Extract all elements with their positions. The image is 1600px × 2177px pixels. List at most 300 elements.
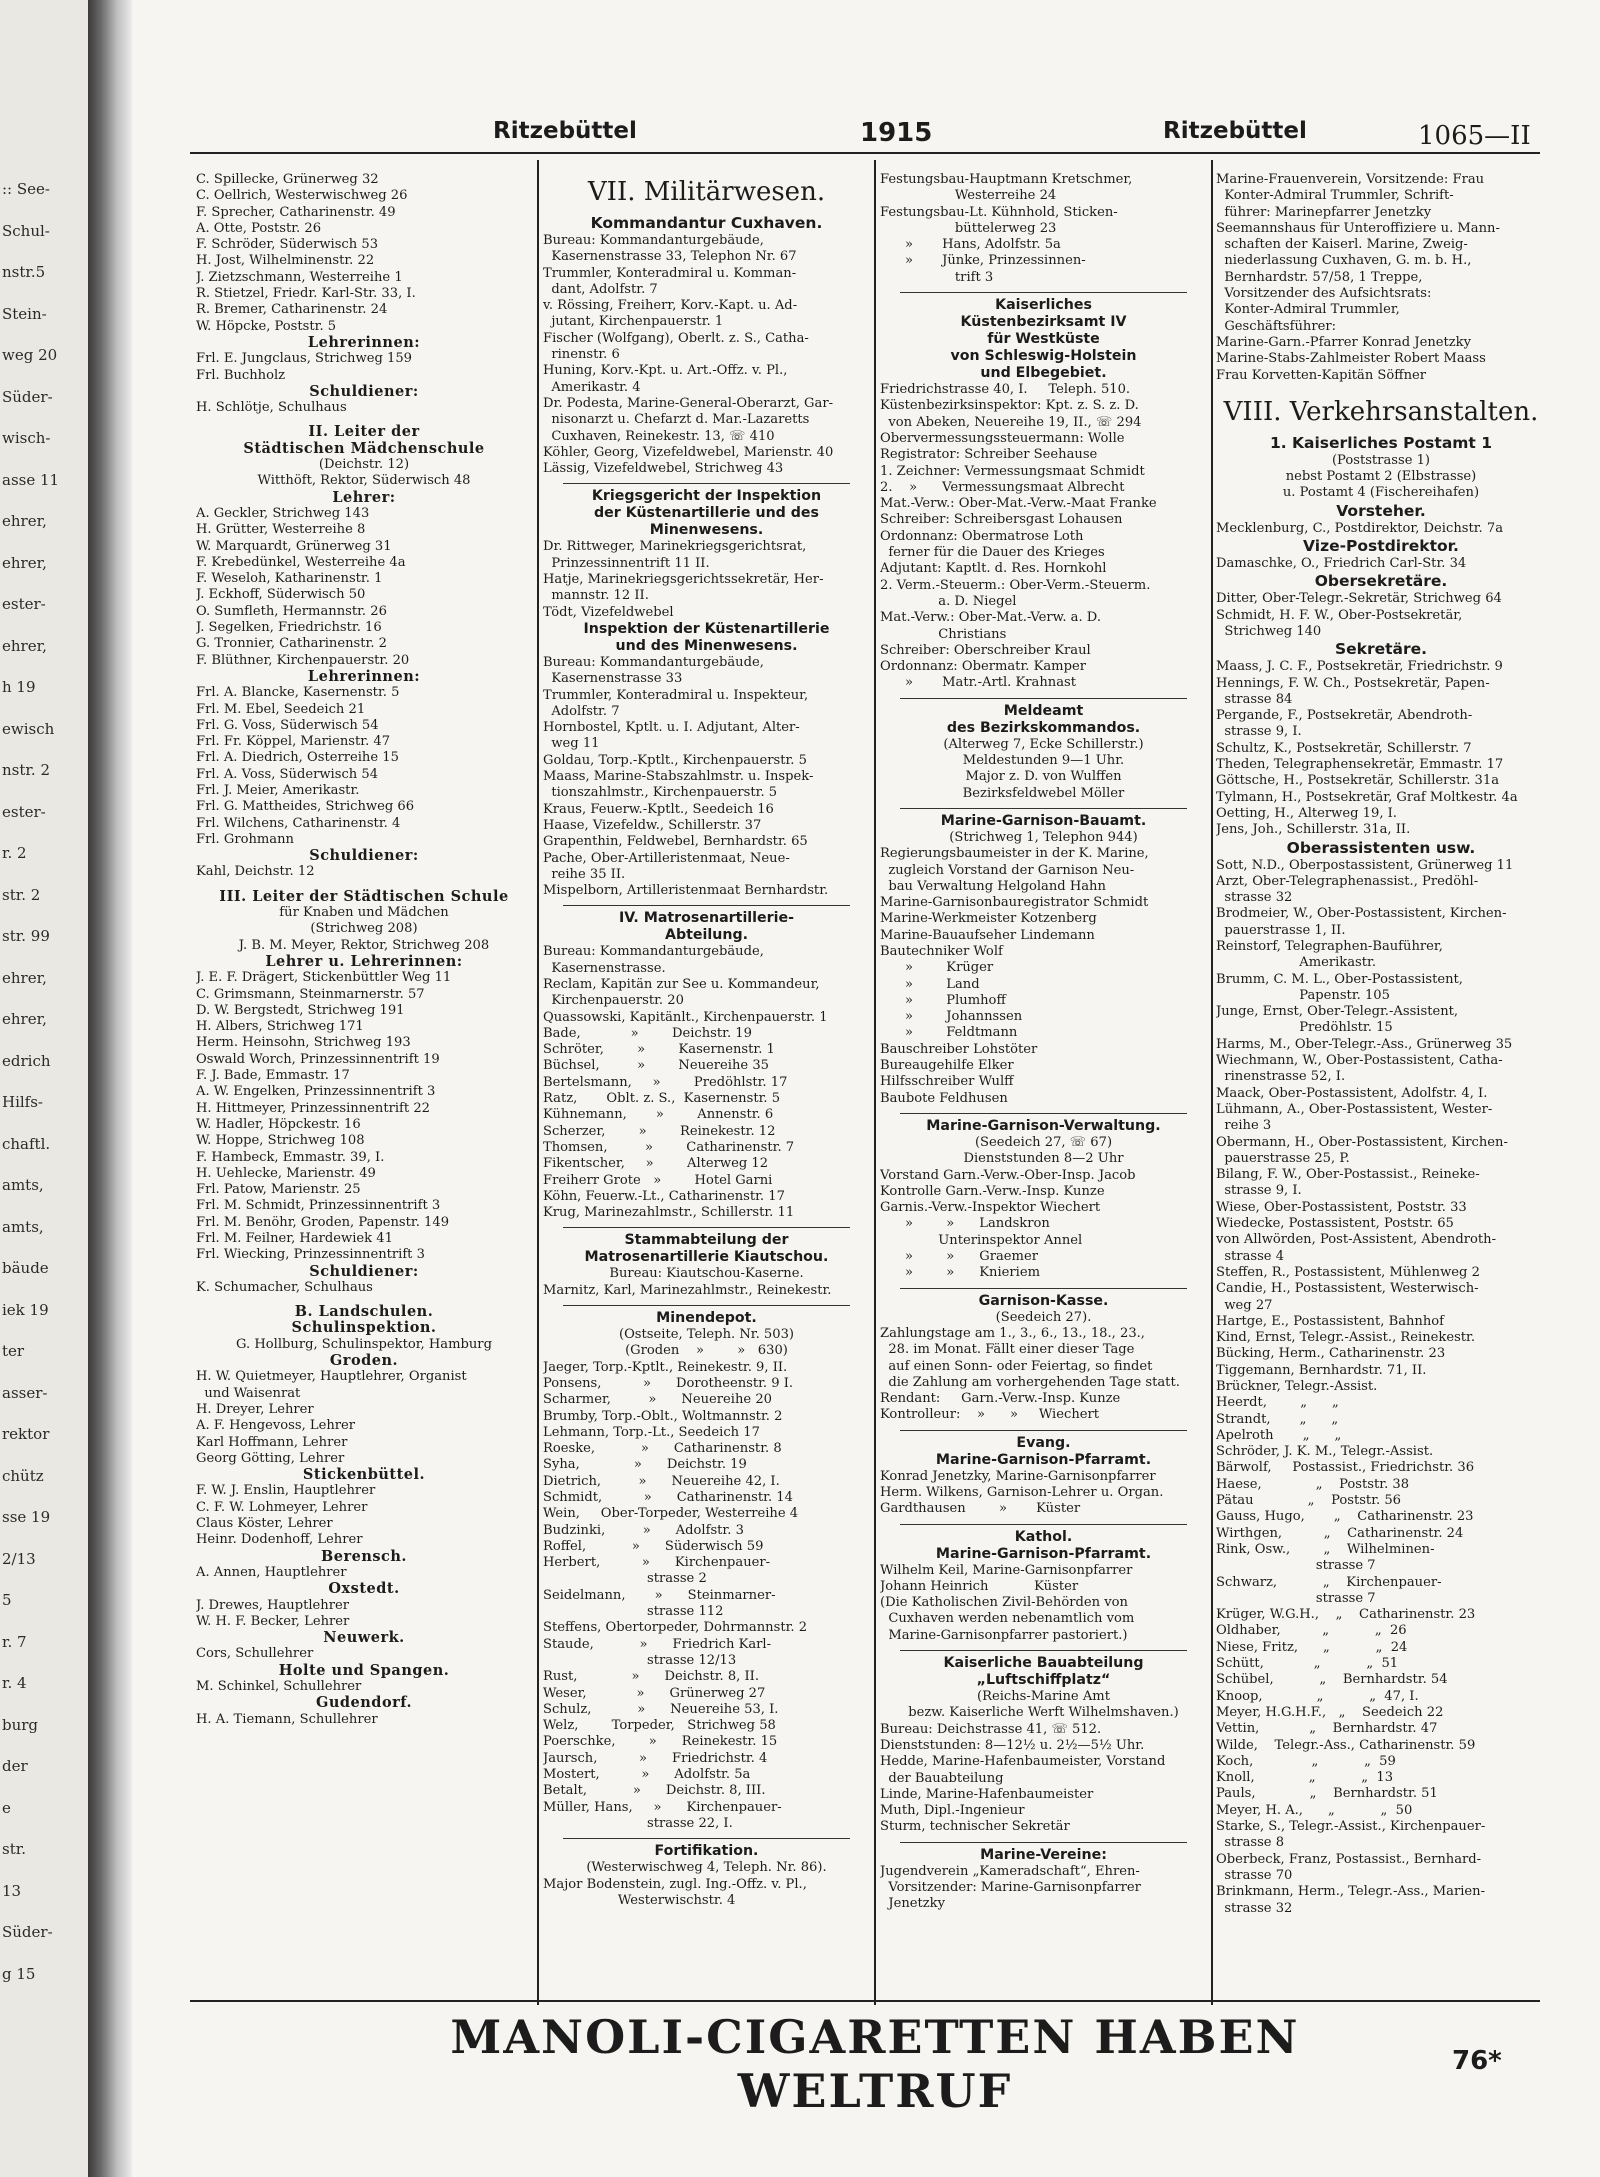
entry-line: strasse 12/13 <box>543 1652 737 1668</box>
entry-line: Göttsche, H., Postsekretär, Schillerstr. 31a <box>1216 773 1499 789</box>
entry-line: Regierungsbaumeister in der K. Marine, <box>880 846 1149 862</box>
section-heading: Marine-Garnison-Pfarramt. <box>935 1545 1152 1562</box>
entry-line: Konter-Admiral Trummler, Schrift- <box>1216 188 1454 204</box>
entry-line: Haase, Vizefeldw., Schillerstr. 37 <box>543 817 762 833</box>
entry-line: strasse 8 <box>1216 1835 1285 1851</box>
entry-line: Ordonnanz: Obermatr. Kamper <box>880 659 1086 675</box>
entry-line: Poerschke, » Reinekestr. 15 <box>543 1734 778 1750</box>
section-heading: Marine-Vereine: <box>980 1846 1107 1863</box>
column-divider-3 <box>1211 160 1213 2005</box>
entry-line: Frl. Buchholz <box>196 367 286 383</box>
entry-line: (Die Katholischen Zivil-Behörden von <box>880 1595 1128 1611</box>
entry-line: Hilfsschreiber Wulff <box>880 1074 1014 1090</box>
entry-line: Apelroth „ „ <box>1216 1427 1342 1443</box>
entry-line: F. Krebedünkel, Westerreihe 4a <box>196 554 406 570</box>
entry-line: D. W. Bergstedt, Strichweg 191 <box>196 1002 405 1018</box>
entry-line: Bautechniker Wolf <box>880 943 1003 959</box>
entry-line: strasse 7 <box>1216 1558 1376 1574</box>
entry-line: » » Knieriem <box>880 1265 1041 1281</box>
entry-line: Marine-Stabs-Zahlmeister Robert Maass <box>1216 351 1486 367</box>
entry-line: Bernhardstr. 57/58, 1 Treppe, <box>1216 269 1423 285</box>
entry-line: Herm. Heinsohn, Strichweg 193 <box>196 1035 411 1051</box>
chapter-title: VIII. Verkehrsanstalten. <box>1223 396 1539 427</box>
previous-page-fragment: g 15 <box>2 1964 36 1983</box>
column-1 <box>196 172 532 1728</box>
entry-line: » Johannssen <box>880 1009 1023 1025</box>
entry-line: strasse 2 <box>543 1571 707 1587</box>
section-heading: Kriegsgericht der Inspektion <box>591 488 822 505</box>
entry-line: Frl. A. Diedrich, Osterreihe 15 <box>196 750 399 766</box>
entry-line: Kahl, Deichstr. 12 <box>196 864 315 880</box>
spacer <box>1216 384 1546 392</box>
entry-line: Schreiber: Schreibersgast Lohausen <box>880 512 1123 528</box>
entry-line: reihe 35 II. <box>543 866 626 882</box>
entry-line: Wirthgen, „ Catharinenstr. 24 <box>1216 1525 1464 1541</box>
entry-line: Frl. M. Feilner, Hardewiek 41 <box>196 1231 393 1246</box>
entry-line: Pache, Ober-Artilleristenmaat, Neue- <box>543 850 790 866</box>
entry-line: Marnitz, Karl, Marinezahlmstr., Reinekestr. <box>543 1282 832 1298</box>
entry-line: Friedrichstrasse 40, I. Teleph. 510. <box>880 382 1131 398</box>
entry-line: » Matr.-Artl. Krahnast <box>880 675 1076 691</box>
entry-line: bau Verwaltung Helgoland Hahn <box>880 878 1106 894</box>
entry-line: Frl. Wilchens, Catharinenstr. 4 <box>196 815 401 831</box>
entry-line: pauerstrasse 1, II. <box>1216 922 1346 938</box>
entry-line: H. Schlötje, Schulhaus <box>196 400 347 416</box>
entry-line: mannstr. 12 II. <box>543 588 649 604</box>
entry-line: Lässig, Vizefeldwebel, Strichweg 43 <box>543 461 784 477</box>
previous-page-fragment: ewisch <box>2 719 55 738</box>
entry-line: Arzt, Ober-Telegraphenassist., Predöhl- <box>1216 873 1479 889</box>
book-binding <box>88 0 132 2177</box>
entry-line: Claus Köster, Lehrer <box>196 1516 333 1532</box>
entry-line: F. Sprecher, Catharinenstr. 49 <box>196 204 396 220</box>
column-divider-1 <box>537 160 539 2005</box>
entry-line: Vorsitzender des Aufsichtsrats: <box>1216 286 1432 302</box>
entry-line: strasse 22, I. <box>543 1815 733 1831</box>
entry-line: A. W. Engelken, Prinzessinnentrift 3 <box>196 1084 436 1100</box>
entry-line: Ordonnanz: Obermatrose Loth <box>880 528 1084 544</box>
entry-line: Syha, » Deichstr. 19 <box>543 1457 747 1473</box>
entry-line: Schröter, » Kasernenstr. 1 <box>543 1042 775 1058</box>
entry-line: 2. » Vermessungsmaat Albrecht <box>880 479 1125 495</box>
entry-line: A. Geckler, Strichweg 143 <box>196 505 370 521</box>
entry-line: Herm. Wilkens, Garnison-Lehrer u. Organ. <box>880 1485 1164 1500</box>
entry-line: Prinzessinnentrift 11 II. <box>543 555 710 571</box>
entry-line: Unterinspektor Annel <box>880 1232 1083 1248</box>
entry-line: Krüger, W.G.H., „ Catharinenstr. 23 <box>1216 1607 1476 1623</box>
entry-line: Niese, Fritz, „ „ 24 <box>1216 1639 1408 1655</box>
entry-line: Brodmeier, W., Ober-Postassistent, Kirchen- <box>1216 906 1507 922</box>
entry-line: Pätau „ Poststr. 56 <box>1216 1493 1401 1509</box>
entry-line: Frl. M. Benöhr, Groden, Papenstr. 149 <box>196 1214 450 1230</box>
entry-line: Quassowski, Kapitänlt., Kirchenpauerstr. 1 <box>543 1009 828 1025</box>
entry-line: Frl. A. Voss, Süderwisch 54 <box>196 766 379 782</box>
entry-line: Bauschreiber Lohstöter <box>880 1041 1038 1057</box>
entry-line: H. Jost, Wilhelminenstr. 22 <box>196 253 375 269</box>
entry-line: R. Stietzel, Friedr. Karl-Str. 33, I. <box>196 286 416 302</box>
entry-line: 28. im Monat. Fällt einer dieser Tage <box>880 1342 1135 1358</box>
entry-line: Obermann, H., Ober-Postassistent, Kirchen- <box>1216 1134 1508 1150</box>
entry-line: nisonarzt u. Chefarzt d. Mar.-Lazaretts <box>543 412 810 428</box>
section-heading: Kaiserliches <box>995 297 1092 314</box>
entry-line: F. Schröder, Süderwisch 53 <box>196 237 379 253</box>
entry-line: Damaschke, O., Friedrich Carl-Str. 34 <box>1216 556 1467 572</box>
entry-line: Christians <box>880 626 1007 642</box>
entry-line: H. Dreyer, Lehrer <box>196 1401 314 1417</box>
entry-line: Junge, Ernst, Ober-Telegr.-Assistent, <box>1216 1004 1459 1020</box>
entry-line: Amerikastr. <box>1216 955 1377 971</box>
entry-line: H. A. Tiemann, Schullehrer <box>196 1711 378 1727</box>
entry-line: Scherzer, » Reinekestr. 12 <box>543 1123 776 1139</box>
centered-line: für Knaben und Mädchen <box>279 905 449 921</box>
previous-page-fragment: asse 11 <box>2 470 60 489</box>
entry-line: W. Hoppe, Strichweg 108 <box>196 1133 365 1149</box>
previous-page-fragment: weg 20 <box>2 346 58 364</box>
entry-line: H. W. Quietmeyer, Hauptlehrer, Organist <box>196 1369 467 1385</box>
entry-line: Müller, Hans, » Kirchenpauer- <box>543 1799 782 1815</box>
entry-line: Koch, „ „ 59 <box>1216 1753 1396 1769</box>
previous-page-fragment: r. 4 <box>2 1674 27 1692</box>
entry-line: Jaeger, Torp.-Kptlt., Reinekestr. 9, II. <box>543 1359 788 1375</box>
entry-line: Bücking, Herm., Catharinenstr. 23 <box>1216 1346 1446 1362</box>
subheading: Neuwerk. <box>323 1629 405 1647</box>
entry-line: Schröder, J. K. M., Telegr.-Assist. <box>1216 1444 1434 1460</box>
entry-line: Starke, S., Telegr.-Assist., Kirchenpauer- <box>1216 1819 1486 1835</box>
page-number: 1065—II <box>1418 121 1531 151</box>
bold-heading: Kommandantur Cuxhaven. <box>590 214 823 232</box>
entry-line: Mecklenburg, C., Postdirektor, Deichstr. 7a <box>1216 520 1504 536</box>
entry-line: strasse 112 <box>543 1604 724 1620</box>
section-heading: für Westküste <box>987 331 1100 348</box>
entry-line: Dienststunden: 8—12½ u. 2½—5½ Uhr. <box>880 1737 1145 1753</box>
previous-page-fragment: amts, <box>2 1176 44 1194</box>
entry-line: Frl. Wiecking, Prinzessinnentrift 3 <box>196 1247 425 1263</box>
subheading: Lehrerinnen: <box>307 333 421 351</box>
entry-line: » Krüger <box>880 960 994 976</box>
divider <box>900 1842 1187 1843</box>
centered-line: (Strichweg 208) <box>310 921 418 937</box>
entry-line: Schulz, » Neuereihe 53, I. <box>543 1701 779 1717</box>
centered-line: Major z. D. von Wulffen <box>965 769 1122 785</box>
entry-line: Baubote Feldhusen <box>880 1090 1008 1106</box>
column-3 <box>880 172 1207 1913</box>
section-heading: Meldeamt <box>1003 702 1084 719</box>
centered-line: Bezirksfeldwebel Möller <box>962 785 1125 801</box>
entry-line: rinenstrasse 52, I. <box>1216 1069 1346 1085</box>
subheading: Lehrer u. Lehrerinnen: <box>265 952 463 970</box>
previous-page-fragment: Süder- <box>2 1923 53 1941</box>
previous-page-fragment: chaftl. <box>2 1134 51 1153</box>
subheading: Schuldiener: <box>309 382 419 400</box>
entry-line: Köhler, Georg, Vizefeldwebel, Marienstr. 40 <box>543 444 834 460</box>
centered-line: (Alterweg 7, Ecke Schillerstr.) <box>943 736 1144 752</box>
entry-line: Kasernenstrasse 33 <box>543 671 683 687</box>
entry-line: Brumm, C. M. L., Ober-Postassistent, <box>1216 971 1463 987</box>
entry-line: Brückner, Telegr.-Assist. <box>1216 1379 1378 1394</box>
centered-line: (Ostseite, Teleph. Nr. 503) <box>618 1327 795 1343</box>
previous-page-fragment: ehrer, <box>2 636 47 655</box>
centered-line: nebst Postamt 2 (Elbstrasse) <box>1285 469 1477 485</box>
previous-page-fragment: r. 7 <box>2 1632 27 1651</box>
entry-line: Jens, Joh., Schillerstr. 31a, II. <box>1216 822 1411 838</box>
entry-line: W. Höpcke, Poststr. 5 <box>196 318 337 334</box>
section-heading: Kaiserliche Bauabteilung <box>943 1655 1144 1672</box>
entry-line: Marine-Bauaufseher Lindemann <box>880 927 1095 943</box>
entry-line: Marine-Werkmeister Kotzenberg <box>880 911 1097 927</box>
centered-line: Bureau: Kiautschou-Kaserne. <box>609 1266 804 1282</box>
entry-line: Cuxhaven, Reinekestr. 13, ☏ 410 <box>543 428 775 444</box>
entry-line: Maass, J. C. F., Postsekretär, Friedrichstr. 9 <box>1216 659 1503 675</box>
entry-line: Heinr. Dodenhoff, Lehrer <box>196 1532 363 1548</box>
column-4 <box>1216 172 1546 1917</box>
entry-line: Rust, » Deichstr. 8, II. <box>543 1669 760 1685</box>
entry-line: weg 27 <box>1216 1297 1273 1313</box>
entry-line: Konrad Jenetzky, Marine-Garnisonpfarrer <box>880 1468 1156 1484</box>
sheet-number: 76* <box>1452 2046 1502 2076</box>
previous-page-fragment: :: See- <box>2 180 50 198</box>
entry-line: Hartge, E., Postassistent, Bahnhof <box>1216 1313 1445 1329</box>
entry-line: Meyer, H.G.H.F., „ Seedeich 22 <box>1216 1704 1444 1720</box>
divider <box>900 808 1187 809</box>
entry-line: die Zahlung am vorhergehenden Tage statt. <box>880 1374 1180 1390</box>
entry-line: Lehmann, Torp.-Lt., Seedeich 17 <box>543 1424 760 1440</box>
bold-heading: Obersekretäre. <box>1314 572 1448 591</box>
subheading: Schulinspektion. <box>291 1319 437 1337</box>
section-heading: Kathol. <box>1014 1528 1073 1545</box>
entry-line: Welz, Torpeder, Strichweg 58 <box>543 1718 776 1734</box>
entry-line: Frl. A. Blancke, Kasernenstr. 5 <box>196 685 400 701</box>
section-heading: Garnison-Kasse. <box>978 1292 1109 1309</box>
subheading: Lehrer: <box>332 488 396 506</box>
previous-page-fragment: r. 2 <box>2 844 27 862</box>
section-heading: der Küstenartillerie und des <box>593 505 819 522</box>
entry-line: Brumby, Torp.-Oblt., Woltmannstr. 2 <box>543 1408 783 1424</box>
entry-line: Westerreihe 24 <box>880 188 1057 204</box>
previous-page-fragment: nstr.5 <box>2 263 46 281</box>
entry-line: Betalt, » Deichstr. 8, III. <box>543 1783 766 1799</box>
entry-line: Marine-Garn.-Pfarrer Konrad Jenetzky <box>1216 334 1471 350</box>
entry-line: W. H. F. Becker, Lehrer <box>196 1613 350 1629</box>
entry-line: Amerikastr. 4 <box>543 379 641 395</box>
entry-line: G. Tronnier, Catharinenstr. 2 <box>196 636 387 652</box>
entry-line: Oetting, H., Alterweg 19, I. <box>1216 805 1397 821</box>
entry-line: Festungsbau-Lt. Kühnhold, Sticken- <box>880 204 1118 220</box>
centered-line: bezw. Kaiserliche Werft Wilhelmshaven.) <box>908 1705 1179 1721</box>
entry-line: Goldau, Torp.-Kptlt., Kirchenpauerstr. 5 <box>543 752 807 768</box>
entry-line: Bureau: Kommandanturgebäude, <box>543 233 764 248</box>
entry-line: Karl Hoffmann, Lehrer <box>196 1434 348 1450</box>
entry-line: strasse 7 <box>1216 1590 1376 1606</box>
entry-line: A. Annen, Hauptlehrer <box>196 1564 347 1580</box>
centered-line: (Deichstr. 12) <box>318 457 410 473</box>
footer-advertisement: MANOLI-CIGARETTEN HABEN WELTRUF <box>450 2010 1300 2118</box>
entry-line: C. Grimsmann, Steinmarnerstr. 57 <box>196 986 425 1002</box>
entry-line: F. W. J. Enslin, Hauptlehrer <box>196 1483 376 1499</box>
header-rule <box>190 152 1540 154</box>
entry-line: Weser, » Grünerweg 27 <box>543 1685 766 1701</box>
entry-line: von Abeken, Neuereihe 19, II., ☏ 294 <box>880 414 1142 430</box>
entry-line: Kasernenstrasse 33, Telephon Nr. 67 <box>543 249 797 265</box>
entry-line: Tiggemann, Bernhardstr. 71, II. <box>1216 1362 1427 1378</box>
entry-line: Krug, Marinezahlmstr., Schillerstr. 11 <box>543 1205 795 1221</box>
entry-line: Frl. E. Jungclaus, Strichweg 159 <box>196 351 412 367</box>
previous-page-fragment: ester- <box>2 802 46 821</box>
section-heading: des Bezirkskommandos. <box>946 719 1141 736</box>
previous-page-fragment: str. <box>2 1840 27 1858</box>
entry-line: Mat.-Verw.: Ober-Mat.-Verw. a. D. <box>880 610 1101 626</box>
centered-line: (Groden » » 630) <box>625 1343 788 1359</box>
entry-line: Marine-Frauenverein, Vorsitzende: Frau <box>1216 172 1485 187</box>
running-header-right: Ritzebüttel <box>1163 118 1307 144</box>
entry-line: W. Marquardt, Grünerweg 31 <box>196 538 392 554</box>
entry-line: Bureaugehilfe Elker <box>880 1058 1014 1074</box>
entry-line: O. Sumfleth, Hermannstr. 26 <box>196 603 387 619</box>
entry-line: Kind, Ernst, Telegr.-Assist., Reinekestr. <box>1216 1330 1476 1346</box>
entry-line: Seemannshaus für Unteroffiziere u. Mann- <box>1216 220 1500 236</box>
entry-line: F. Hambeck, Emmastr. 39, I. <box>196 1149 385 1165</box>
centered-line: Witthöft, Rektor, Süderwisch 48 <box>257 473 471 489</box>
section-heading: Minendepot. <box>656 1310 757 1327</box>
column-divider-2 <box>874 160 876 2005</box>
entry-line: Bureau: Kommandanturgebäude, <box>543 944 764 960</box>
entry-line: Jaursch, » Friedrichstr. 4 <box>543 1750 768 1766</box>
entry-line: Roeske, » Catharinenstr. 8 <box>543 1441 782 1457</box>
subheading: II. Leiter der <box>308 423 420 441</box>
previous-page-fragment: asser- <box>2 1383 48 1402</box>
entry-line: Büchsel, » Neuereihe 35 <box>543 1058 769 1074</box>
subheading: B. Landschulen. <box>294 1303 434 1321</box>
entry-line: Schütt, „ „ 51 <box>1216 1656 1399 1672</box>
centered-line: (Reichs-Marine Amt <box>977 1689 1110 1705</box>
subheading: Schuldiener: <box>309 847 419 865</box>
entry-line: Adolfstr. 7 <box>543 703 620 719</box>
entry-line: » » Landskron <box>880 1216 1050 1232</box>
previous-page-fragment: burg <box>2 1715 39 1734</box>
entry-line: Garnis.-Verw.-Inspektor Wiechert <box>880 1200 1101 1216</box>
subheading: Stickenbüttel. <box>302 1466 426 1484</box>
entry-line: Bade, » Deichstr. 19 <box>543 1025 752 1041</box>
entry-line: Cuxhaven werden nebenamtlich vom <box>880 1611 1135 1627</box>
centered-line: Dienststunden 8—2 Uhr <box>963 1151 1124 1167</box>
section-heading: Marine-Garnison-Verwaltung. <box>926 1117 1161 1134</box>
entry-line: » Feldtmann <box>880 1025 1018 1041</box>
previous-page-fragment: der <box>2 1757 28 1775</box>
centered-line: J. B. M. Meyer, Rektor, Strichweg 208 <box>238 937 490 953</box>
entry-line: J. Zietzschmann, Westerreihe 1 <box>196 269 403 285</box>
entry-line: strasse 84 <box>1216 691 1293 707</box>
entry-line: Kontrolleur: » » Wiechert <box>880 1407 1100 1423</box>
entry-line: Gardthausen » Küster <box>880 1501 1081 1517</box>
entry-line: Westerwischstr. 4 <box>543 1892 736 1908</box>
entry-line: Huning, Korv.-Kpt. u. Art.-Offz. v. Pl., <box>543 363 788 379</box>
previous-page-fragment: Schul- <box>2 221 50 240</box>
entry-line: J. Drewes, Hauptlehrer <box>196 1597 350 1613</box>
entry-line: Harms, M., Ober-Telegr.-Ass., Grünerweg 35 <box>1216 1036 1513 1052</box>
centered-line: G. Hollburg, Schulinspektor, Hamburg <box>236 1336 492 1352</box>
entry-line: W. Hadler, Höpckestr. 16 <box>196 1116 361 1132</box>
section-heading: Marine-Garnison-Bauamt. <box>940 812 1147 829</box>
entry-line: Sott, N.D., Oberpostassistent, Grünerweg 11 <box>1216 857 1514 873</box>
entry-line: Wiedecke, Postassistent, Poststr. 65 <box>1216 1216 1454 1232</box>
section-heading: „Luftschiffplatz“ <box>976 1672 1111 1689</box>
entry-line: Wiechmann, W., Ober-Postassistent, Catha- <box>1216 1053 1503 1069</box>
entry-line: jutant, Kirchenpauerstr. 1 <box>543 314 724 330</box>
divider <box>563 1227 850 1228</box>
previous-page-fragment: sse 19 <box>2 1508 51 1526</box>
entry-line: Marine-Garnisonbauregistrator Schmidt <box>880 895 1149 911</box>
entry-line: Wein, Ober-Torpeder, Westerreihe 4 <box>543 1506 799 1522</box>
bold-heading: Vorsteher. <box>1336 501 1426 520</box>
entry-line: F. Blüthner, Kirchenpauerstr. 20 <box>196 652 410 668</box>
entry-line: 2. Verm.-Steuerm.: Ober-Verm.-Steuerm. <box>880 577 1151 593</box>
entry-line: und Waisenrat <box>196 1385 301 1401</box>
entry-line: Freiherr Grote » Hotel Garni <box>543 1172 773 1188</box>
entry-line: Hornbostel, Kptlt. u. I. Adjutant, Alter- <box>543 720 800 736</box>
entry-line: J. E. F. Drägert, Stickenbüttler Weg 11 <box>196 970 452 986</box>
entry-line: Reinstorf, Telegraphen-Bauführer, <box>1216 938 1443 954</box>
entry-line: Vettin, „ Bernhardstr. 47 <box>1216 1721 1438 1737</box>
entry-line: F. Weseloh, Katharinenstr. 1 <box>196 571 383 587</box>
entry-line: schaften der Kaiserl. Marine, Zweig- <box>1216 237 1468 253</box>
previous-page-edge <box>0 0 88 2177</box>
entry-line: strasse 9, I. <box>1216 1183 1302 1199</box>
entry-line: Küstenbezirksinspektor: Kpt. z. S. z. D. <box>880 398 1139 414</box>
entry-line: strasse 9, I. <box>1216 724 1302 740</box>
entry-line: Jenetzky <box>880 1896 945 1912</box>
entry-line: Festungsbau-Hauptmann Kretschmer, <box>880 172 1133 187</box>
entry-line: Kirchenpauerstr. 20 <box>543 993 684 1009</box>
entry-line: a. D. Niegel <box>880 593 1017 609</box>
centered-line: (Strichweg 1, Telephon 944) <box>949 829 1138 845</box>
entry-line: Cors, Schullehrer <box>196 1646 314 1662</box>
divider <box>563 905 850 906</box>
previous-page-fragment: ester- <box>2 595 46 613</box>
entry-line: Schwarz, „ Kirchenpauer- <box>1216 1574 1442 1590</box>
entry-line: Bärwolf, Postassist., Friedrichstr. 36 <box>1216 1460 1475 1476</box>
entry-line: niederlassung Cuxhaven, G. m. b. H., <box>1216 253 1472 269</box>
previous-page-fragment: rektor <box>2 1425 50 1443</box>
running-header-year: 1915 <box>860 118 933 148</box>
entry-line: Frl. G. Mattheides, Strichweg 66 <box>196 799 415 815</box>
entry-line: Budzinki, » Adolfstr. 3 <box>543 1522 744 1538</box>
entry-line: A. F. Hengevoss, Lehrer <box>196 1418 356 1434</box>
entry-line: strasse 4 <box>1216 1248 1285 1264</box>
entry-line: Tödt, Vizefeldwebel <box>543 604 674 620</box>
entry-line: Frl. Patow, Marienstr. 25 <box>196 1182 361 1198</box>
subheading: Schuldiener: <box>309 1262 419 1280</box>
bold-heading: Oberassistenten usw. <box>1286 838 1476 857</box>
entry-line: Schultz, K., Postsekretär, Schillerstr. 7 <box>1216 740 1472 756</box>
entry-line: Hennings, F. W. Ch., Postsekretär, Papen- <box>1216 675 1490 691</box>
subheading: Groden. <box>329 1352 399 1370</box>
previous-page-fragment: 5 <box>2 1591 12 1609</box>
entry-line: Dietrich, » Neuereihe 42, I. <box>543 1473 780 1489</box>
entry-line: Registrator: Schreiber Seehause <box>880 447 1098 463</box>
entry-line: Grapenthin, Feldwebel, Bernhardstr. 65 <box>543 834 808 850</box>
entry-line: Bertelsmann, » Predöhlstr. 17 <box>543 1074 788 1090</box>
previous-page-fragment: ter <box>2 1342 25 1360</box>
subheading: Gudendorf. <box>315 1694 413 1712</box>
footer-rule <box>190 2000 1540 2002</box>
entry-line: Haese, „ Poststr. 38 <box>1216 1476 1410 1492</box>
previous-page-fragment: bäude <box>2 1259 49 1277</box>
entry-line: trift 3 <box>880 269 994 285</box>
entry-line: Geschäftsführer: <box>1216 318 1337 334</box>
entry-line: Vorsitzender: Marine-Garnisonpfarrer <box>880 1880 1141 1896</box>
entry-line: Ditter, Ober-Telegr.-Sekretär, Strichweg 64 <box>1216 591 1502 607</box>
previous-page-fragment: amts, <box>2 1217 44 1236</box>
entry-line: H. Grütter, Westerreihe 8 <box>196 522 366 538</box>
